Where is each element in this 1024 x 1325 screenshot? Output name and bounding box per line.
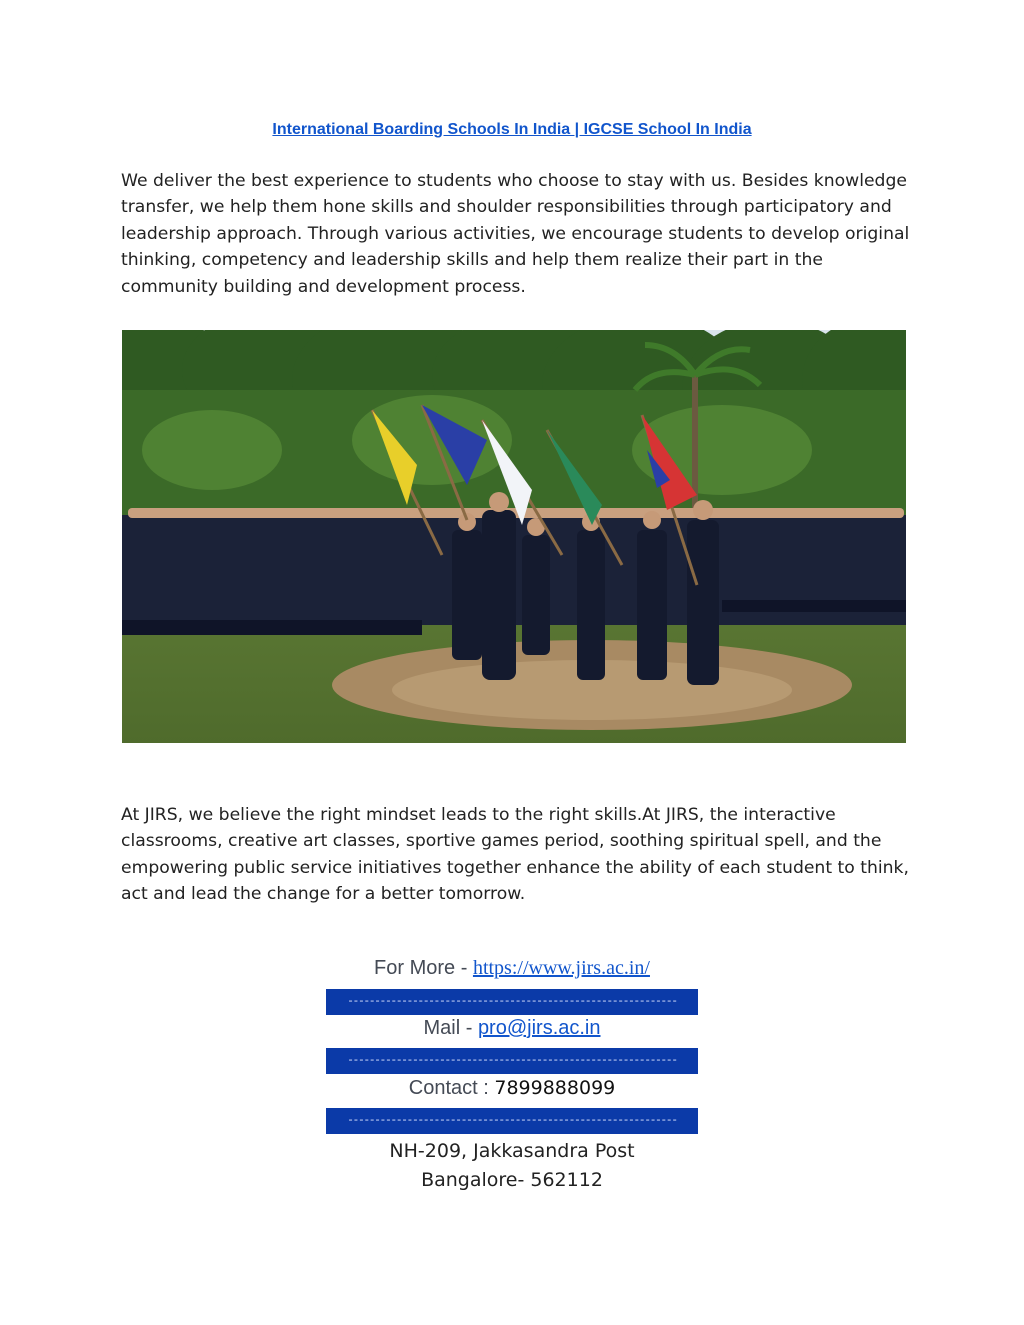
intro-paragraph: We deliver the best experience to students who choose to stay with us. Besides knowledge transfer, we help them hone skills and shoulder responsibilities through participatory and leadership approach. Through various activities, we encourage students to develop original thinking, competency and leadership skills and help them realize their part in the community building and development process. [121,171,910,297]
for-more-label: For More - [374,957,473,979]
mail-link[interactable]: pro@jirs.ac.in [477,1017,601,1039]
divider-bar: ------------------------------------------------------------- [326,989,698,1015]
address-line-2: Bangalore- 562112 [421,1169,603,1191]
students-flag-parade-photo [122,330,906,743]
contact-label: Contact : [408,1077,495,1099]
for-more-row [326,957,698,989]
divider-bar: ------------------------------------------------------------- [326,1048,698,1074]
mail-label: Mail - [423,1017,478,1039]
mail-row [326,1017,698,1040]
jirs-paragraph: At JIRS, we believe the right mindset leads to the right skills.At JIRS, the interactive classrooms, creative art classes, sportive games period, soothing spiritual spell, and the empowering public service initiatives together enhance the ability of each student to think, act and lead the change for a better tomorrow. [121,805,909,905]
website-link[interactable]: https://www.jirs.ac.in/ [472,957,650,979]
title-link[interactable]: International Boarding Schools In India | IGCSE School In India [272,121,752,138]
contact-row [326,1077,698,1100]
address-line-1: NH-209, Jakkasandra Post [389,1140,635,1162]
divider-bar: ------------------------------------------------------------- [326,1108,698,1134]
phone-number: 7899888099 [494,1077,616,1099]
